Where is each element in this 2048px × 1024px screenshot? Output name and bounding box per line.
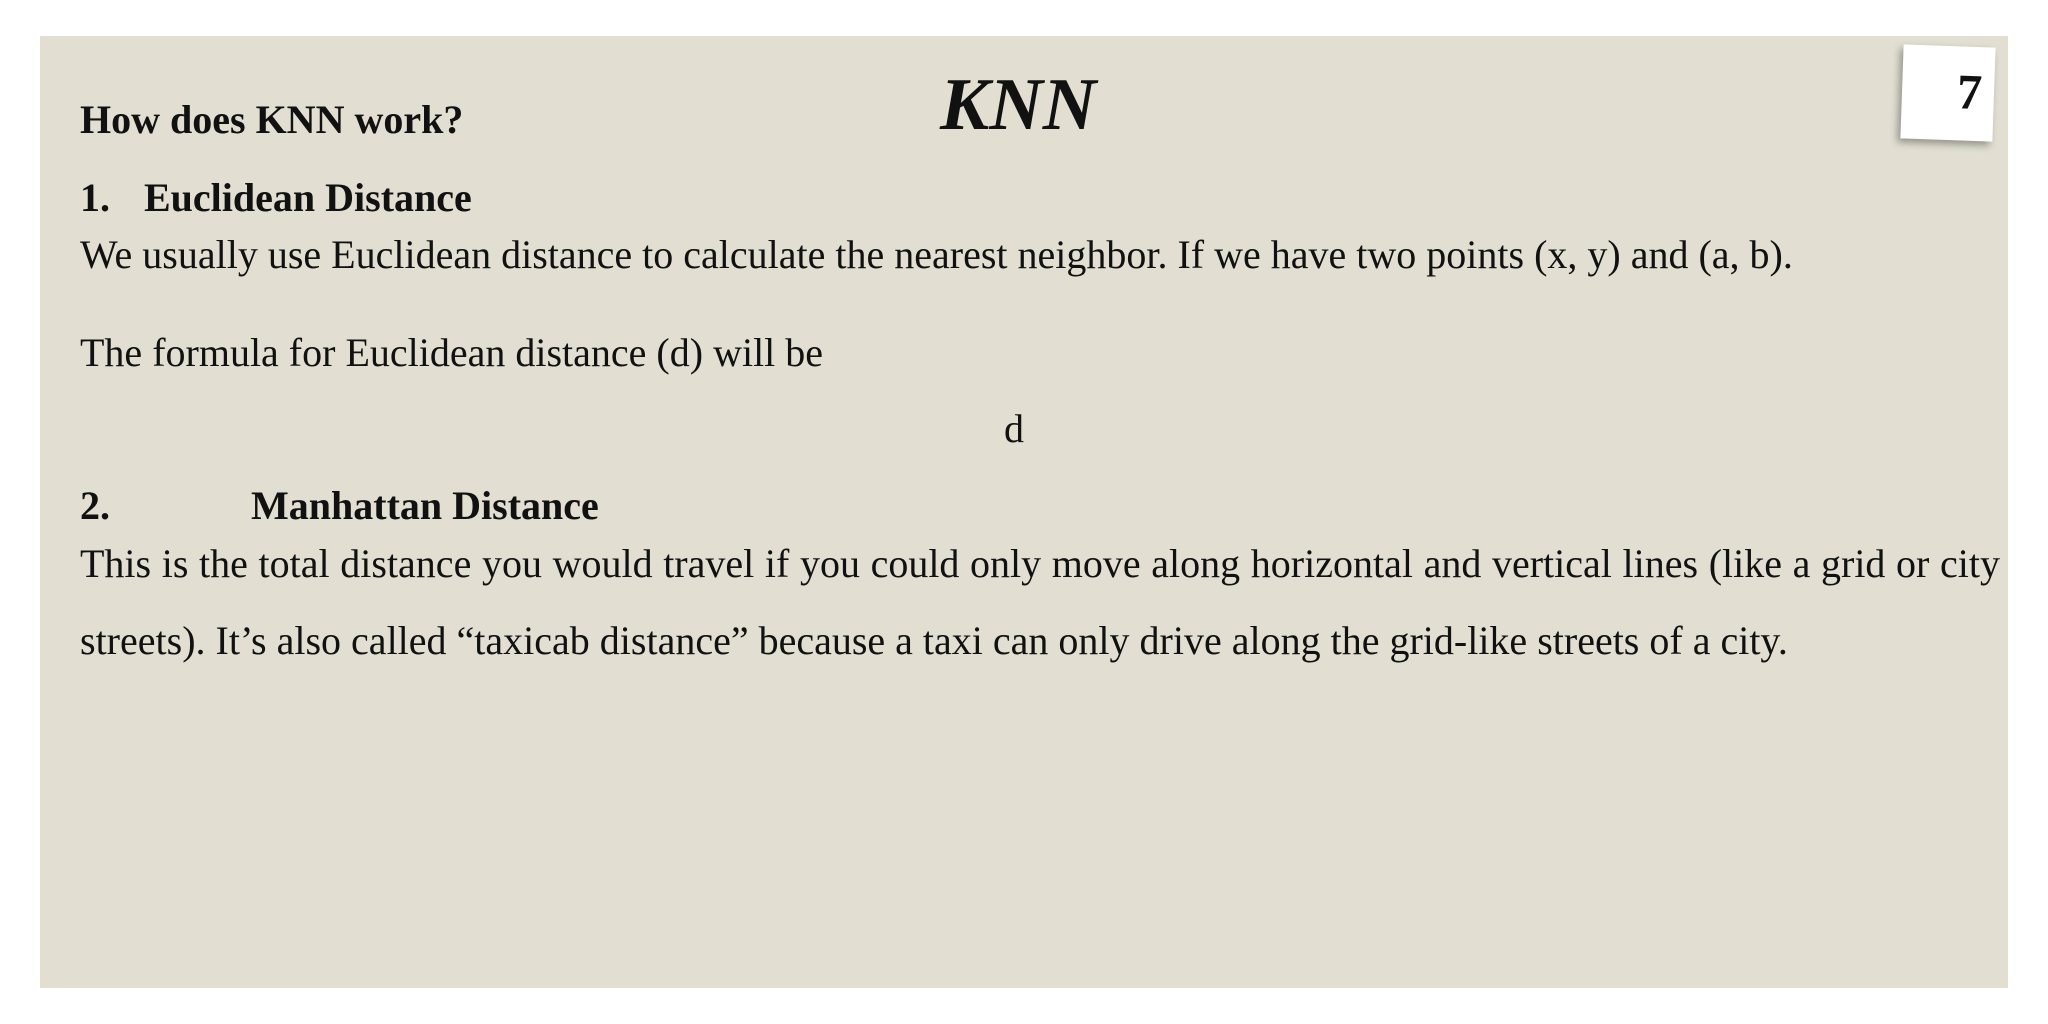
section-1-title: Euclidean Distance — [144, 175, 472, 220]
section-2-title: Manhattan Distance — [251, 483, 599, 528]
section-1-heading — [80, 175, 472, 220]
section-2-paragraph: This is the total distance you would travel if you could only move along horizontal and vertical lines (like a grid or city streets). It’s also called “taxicab distance” because a taxi can only drive along the grid-like streets of a city. — [80, 541, 2000, 663]
page-number: 7 — [1956, 63, 1984, 121]
slide — [40, 36, 2008, 988]
slide-title: KNN — [940, 64, 1097, 146]
question-heading: How does KNN work? — [80, 97, 464, 142]
section-2-heading — [80, 483, 599, 528]
section-1-paragraph: We usually use Euclidean distance to calculate the nearest neighbor. If we have two points (x, y) and (a, b). — [80, 232, 1793, 277]
section-1-paragraph-line2: The formula for Euclidean distance (d) will be — [80, 330, 824, 375]
distance-formula: d — [1004, 406, 1024, 451]
section-2-number: 2. — [80, 483, 110, 528]
section-1-number: 1. — [80, 175, 110, 220]
page-number-badge — [1900, 44, 1995, 141]
